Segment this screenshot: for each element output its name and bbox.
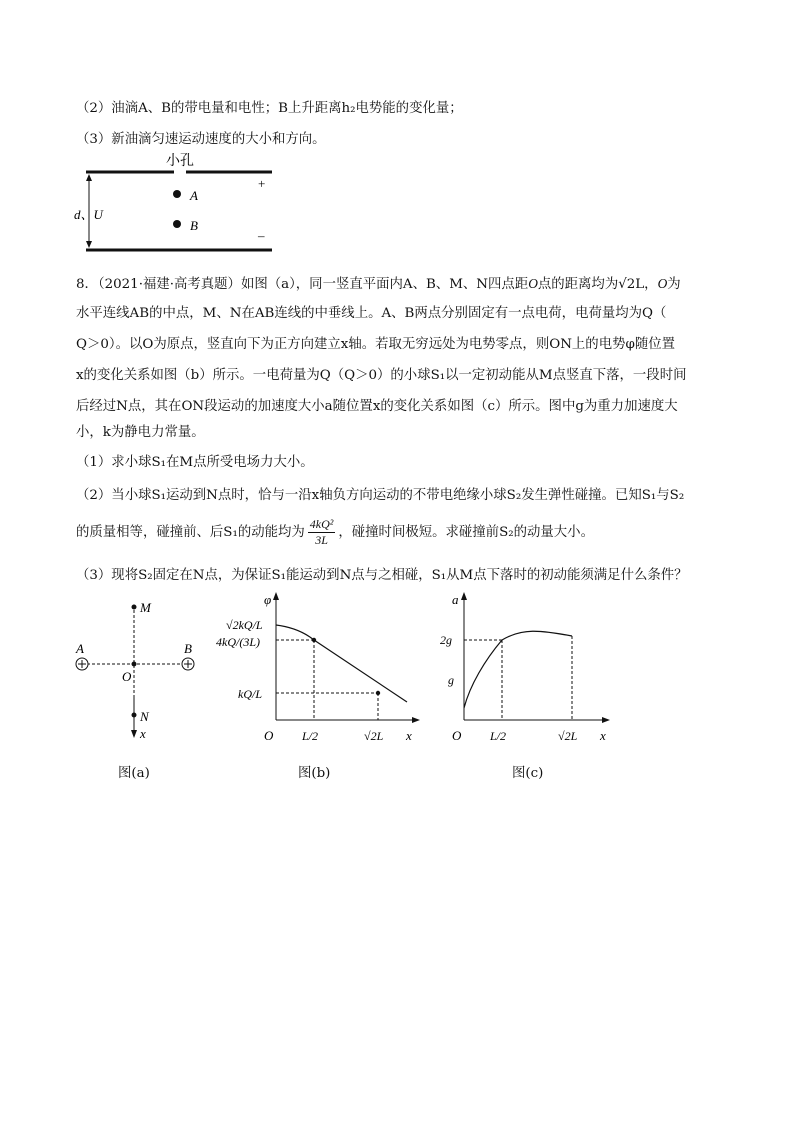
q8-part2b-post: ，碰撞时间极短。求碰撞前S₂的动量大小。 xyxy=(338,525,594,540)
du-label: d、U xyxy=(74,207,103,222)
droplet-a xyxy=(173,190,181,198)
point-n xyxy=(132,713,137,718)
q8-line1-end: 为 xyxy=(667,277,681,292)
droplet-a-label: A xyxy=(190,188,198,203)
c-x1-label: L/2 xyxy=(490,729,507,743)
droplet-b xyxy=(173,220,181,228)
q7-part2: （2）油滴A、B的带电量和电性；B上升距离h₂电势能的变化量； xyxy=(76,101,463,116)
b-x1-label: L/2 xyxy=(302,729,319,743)
point-o xyxy=(132,662,137,667)
point-m xyxy=(132,605,137,610)
b-y1-label: √2kQ/L xyxy=(226,618,263,632)
b-x2-label: √2L xyxy=(364,729,384,743)
q8-line4: x的变化关系如图（b）所示。一电荷量为Q（Q＞0）的小球S₁以一定初动能从M点竖直下落，一段时间 xyxy=(76,368,687,383)
capacitor-figure xyxy=(70,150,290,255)
hole-label: 小孔 xyxy=(166,154,194,169)
b-phi-label: φ xyxy=(264,592,272,607)
b-x-label: x xyxy=(406,728,412,743)
c-x-label: x xyxy=(600,728,606,743)
q8-line1-text: 如图（a），同一竖直平面内A、B、M、N四点距 xyxy=(240,277,529,292)
minus-sign: – xyxy=(258,228,265,243)
c-a-label: a xyxy=(452,592,459,607)
q8-line2: 水平连线AB的中点，M、N在AB连线的中垂线上。A、B两点分别固定有一点电荷，电荷量均为Q（ xyxy=(76,306,667,321)
q7-part3: （3）新油滴匀速运动速度的大小和方向。 xyxy=(76,132,326,147)
q8-line1 xyxy=(76,275,681,294)
q8-line6: 小，k为静电力常量。 xyxy=(76,425,205,440)
label-n: N xyxy=(140,709,149,724)
q8-line1-o: O xyxy=(528,276,538,291)
caption-a: 图(a) xyxy=(118,766,150,781)
b-y3-label: kQ/L xyxy=(238,687,262,701)
fraction-numerator: 4kQ² xyxy=(309,517,334,531)
b-origin: O xyxy=(264,728,274,743)
b-point-half xyxy=(312,638,316,642)
q8-source: （2021·福建·高考真题） xyxy=(97,277,241,292)
q8-part3: （3）现将S₂固定在N点，为保证S₁能运动到N点与之相碰，S₁从M点下落时的初动能须满足什么条件？ xyxy=(76,568,688,583)
kinetic-energy-fraction xyxy=(308,517,336,548)
q8-line5: 后经过N点，其在ON段运动的加速度大小a随位置x的变化关系如图（c）所示。图中g为重力加速度大 xyxy=(76,399,678,414)
q8-number: 8． xyxy=(76,277,98,292)
b-point-root2 xyxy=(376,691,380,695)
label-x-a: x xyxy=(140,726,146,741)
q8-part2a: （2）当小球S₁运动到N点时，恰与一沿x轴负方向运动的不带电绝缘小球S₂发生弹性碰撞。已知S₁与S₂ xyxy=(76,488,685,503)
c-curve xyxy=(464,631,572,708)
c-y1-label: 2g xyxy=(440,633,452,647)
label-a: A xyxy=(76,641,84,656)
figure-b xyxy=(212,590,422,750)
b-y2-label: 4kQ/(3L) xyxy=(216,635,260,649)
plus-sign: + xyxy=(258,176,266,191)
q8-line1-o2: O xyxy=(657,276,668,291)
label-o: O xyxy=(122,669,132,684)
q8-line1-tail: 点的距离均为√2L， xyxy=(537,277,658,292)
c-x2-label: √2L xyxy=(558,729,578,743)
c-y2-label: g xyxy=(448,673,454,687)
q8-part1: （1）求小球S₁在M点所受电场力大小。 xyxy=(76,455,314,470)
caption-b: 图(b) xyxy=(298,766,331,781)
caption-c: 图(c) xyxy=(512,766,544,781)
q8-part2b-pre: 的质量相等，碰撞前、后S₁的动能均为 xyxy=(76,525,305,540)
droplet-b-label: B xyxy=(190,218,198,233)
label-m: M xyxy=(140,600,151,615)
label-b: B xyxy=(184,641,192,656)
figure-a xyxy=(70,595,210,745)
q8-line3: Q＞0）。以O为原点，竖直向下为正方向建立x轴。若取无穷远处为电势零点，则ON上的电势φ随位置 xyxy=(76,337,676,352)
c-origin: O xyxy=(452,728,462,743)
fraction-denominator: 3L xyxy=(315,533,328,547)
q8-part2b xyxy=(76,516,594,550)
figure-c xyxy=(440,590,620,750)
b-curve xyxy=(276,625,407,702)
